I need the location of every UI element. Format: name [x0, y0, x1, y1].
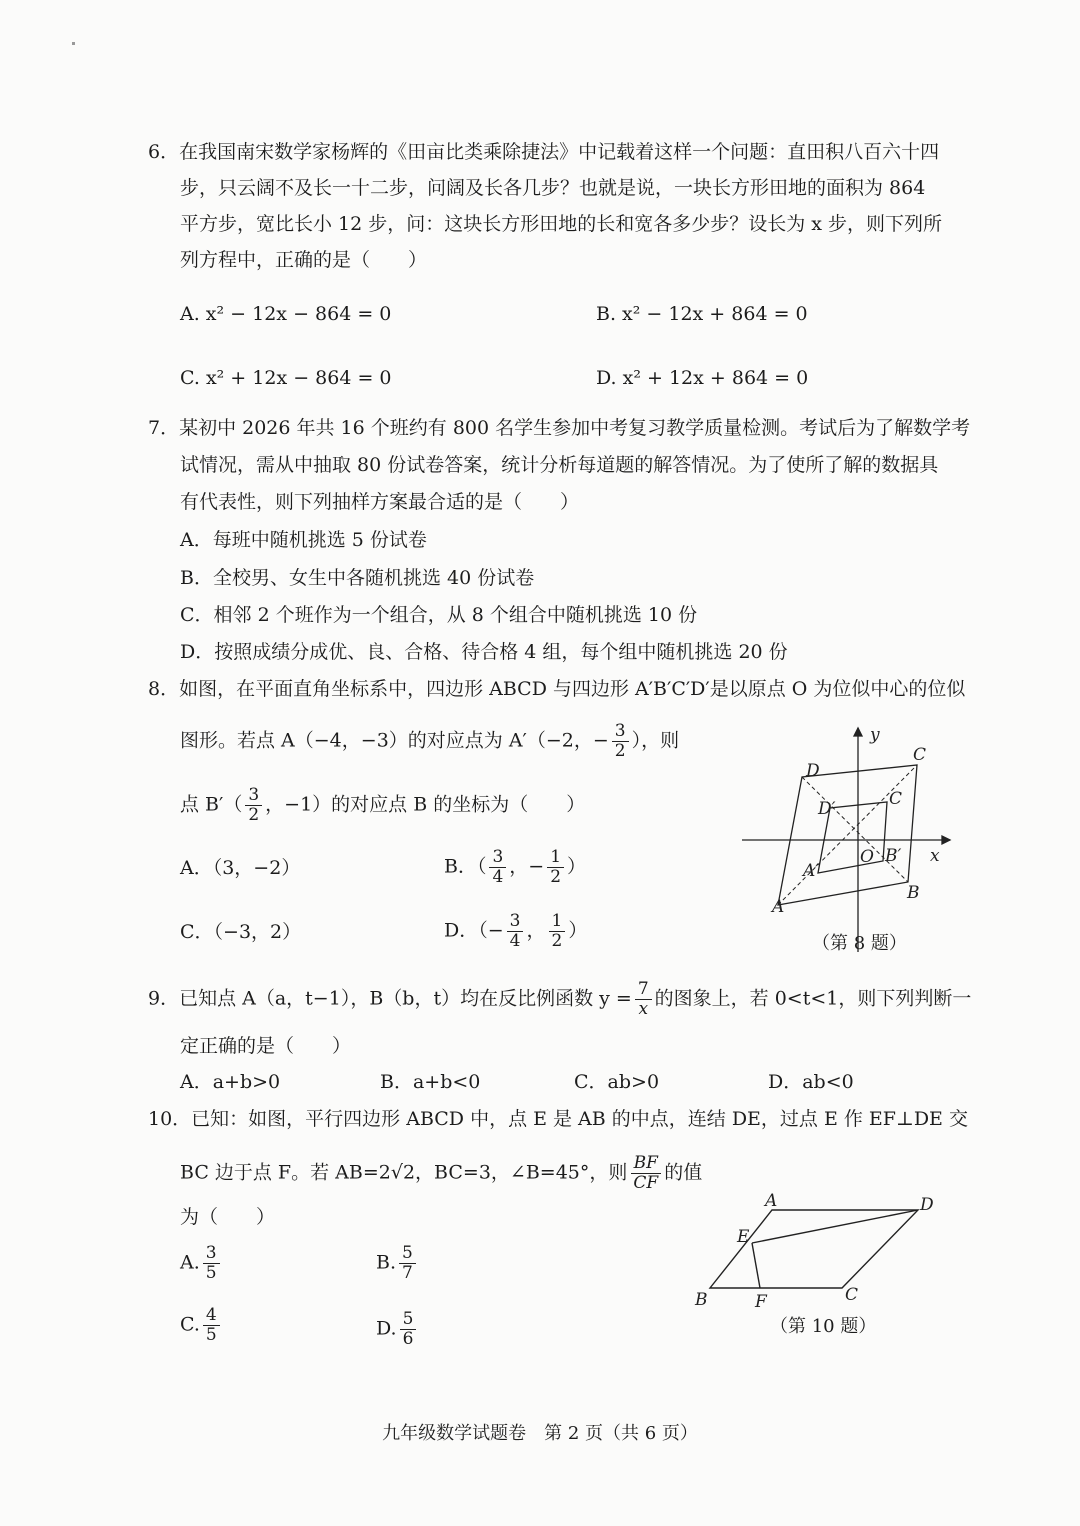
- q9-option-d: D．ab<0: [768, 1071, 854, 1093]
- q10-line-2: [180, 1154, 702, 1193]
- label-b-prime: B′: [885, 846, 902, 866]
- frac-denominator: x: [638, 999, 649, 1019]
- frac-numerator: 5: [399, 1244, 416, 1264]
- fraction: [507, 912, 524, 951]
- option-letter: B.: [376, 1251, 397, 1274]
- frac-denominator: 2: [550, 867, 562, 887]
- label-y: y: [870, 725, 880, 745]
- label-o: O: [860, 847, 874, 867]
- label-d-prime: D′: [818, 799, 836, 819]
- q8-line-2: [180, 722, 679, 761]
- label-a: A: [765, 1191, 778, 1211]
- q10-line-2-tail: 的值: [664, 1161, 703, 1184]
- q9-fraction-7-over-x: [635, 980, 652, 1019]
- frac-denominator: CF: [633, 1173, 659, 1193]
- q10-option-d: [376, 1310, 419, 1349]
- frac-denominator: 4: [509, 931, 521, 951]
- q10-line-3: 为（ ）: [180, 1206, 276, 1228]
- fraction: [549, 912, 566, 951]
- q7-line-1: 7．某初中 2026 年共 16 个班约有 800 名学生参加中考复习教学质量检测。考试后为了解数学考: [148, 417, 971, 439]
- frac-denominator: 5: [205, 1263, 217, 1283]
- frac-numerator: 7: [635, 980, 652, 1000]
- q8-option-d: [444, 912, 587, 951]
- label-c-prime: C: [889, 789, 903, 809]
- q9-line-1-tail: 的图象上，若 0<t<1，则下列判断一: [654, 987, 972, 1010]
- q10-option-a: [180, 1244, 223, 1283]
- option-letter: C.: [180, 1313, 200, 1336]
- q10-line-2-text: BC 边于点 F。若 AB=2√2，BC=3，∠B=45°，则: [180, 1161, 628, 1184]
- q9-option-a: A．a+b>0: [180, 1071, 281, 1093]
- fraction: [489, 848, 506, 887]
- q6-option-d: D. x² + 12x + 864 = 0: [596, 367, 809, 389]
- q8-fraction-3-2: [612, 722, 629, 761]
- label-e: E: [737, 1227, 750, 1247]
- option-letter: A.: [180, 1251, 200, 1274]
- frac-numerator: 4: [203, 1306, 220, 1326]
- frac-denominator: 7: [402, 1263, 413, 1283]
- q10-option-b: [376, 1244, 419, 1283]
- q6-line-2: 步，只云阔不及长一十二步，问阔及长各几步？也就是说，一块长方形田地的面积为 864: [180, 177, 926, 199]
- q6-line-1: 6．在我国南宋数学家杨辉的《田亩比类乘除捷法》中记载着这样一个问题：直田积八百六十四: [148, 141, 940, 163]
- label-c: C: [913, 745, 927, 765]
- q9-line-2: 定正确的是（ ）: [180, 1035, 352, 1057]
- fraction: [203, 1306, 220, 1345]
- frac-numerator: 3: [245, 786, 262, 806]
- frac-denominator: 2: [614, 741, 626, 761]
- frac-numerator: 3: [507, 912, 524, 932]
- q8-option-b: [444, 848, 586, 887]
- segment-ef: [752, 1243, 760, 1288]
- frac-numerator: 3: [489, 848, 506, 868]
- q6-option-a: A. x² − 12x − 864 = 0: [180, 303, 392, 325]
- frac-numerator: 1: [549, 912, 566, 932]
- q7-line-2: 试情况，需从中抽取 80 份试卷答案，统计分析每道题的解答情况。为了使所了解的数据具: [180, 454, 939, 476]
- frac-denominator: 2: [248, 805, 260, 825]
- q7-option-c: C．相邻 2 个班作为一个组合，从 8 个组合中随机挑选 10 份: [180, 604, 698, 626]
- text: B．（: [444, 855, 487, 878]
- text: ）: [568, 919, 588, 942]
- segment-de: [752, 1210, 918, 1243]
- q6-option-c: C. x² + 12x − 864 = 0: [180, 367, 392, 389]
- scan-speck: [72, 42, 75, 45]
- q6-line-4: 列方程中，正确的是（ ）: [180, 249, 428, 271]
- label-b: B: [907, 883, 920, 903]
- q6-option-b: B. x² − 12x + 864 = 0: [596, 303, 808, 325]
- q9-line-1: [148, 980, 971, 1019]
- label-d: D: [920, 1195, 934, 1215]
- q8-figure-caption: （第 8 题）: [812, 933, 907, 954]
- q8-fraction-b-prime-x: [245, 786, 262, 825]
- q9-option-c: C．ab>0: [574, 1071, 660, 1093]
- fraction: [399, 1244, 416, 1283]
- label-b: B: [695, 1290, 708, 1310]
- q8-option-a: A．（3，−2）: [180, 857, 301, 879]
- frac-denominator: 6: [402, 1329, 414, 1349]
- q8-line-3-text: 点 B′（: [180, 793, 243, 816]
- frac-numerator: 3: [612, 722, 629, 742]
- q8-line-3: [180, 786, 585, 825]
- frac-numerator: 1: [547, 848, 564, 868]
- q10-figure-caption: （第 10 题）: [770, 1316, 877, 1337]
- q7-option-d: D．按照成绩分成优、良、合格、待合格 4 组，每个组中随机挑选 20 份: [180, 641, 788, 663]
- option-letter: D.: [376, 1317, 397, 1340]
- text: ，−: [509, 855, 545, 878]
- q10-option-c: [180, 1306, 223, 1345]
- q9-option-b: B．a+b<0: [380, 1071, 481, 1093]
- q9-line-1-text: 9．已知点 A（a，t−1），B（b，t）均在反比例函数 y =: [148, 987, 632, 1010]
- q6-line-3: 平方步，宽比长小 12 步，问：这块长方形田地的长和宽各多少步？设长为 x 步，则下列所: [180, 213, 943, 235]
- q7-option-a: A．每班中随机挑选 5 份试卷: [180, 529, 427, 551]
- fraction: [203, 1244, 220, 1283]
- frac-numerator: 3: [203, 1244, 220, 1264]
- page-footer: 九年级数学试题卷 第 2 页（共 6 页）: [382, 1423, 698, 1444]
- frac-denominator: 4: [492, 867, 504, 887]
- q8-line-2-text: 图形。若点 A（−4，−3）的对应点为 A′（−2，−: [180, 729, 609, 752]
- text: ，: [526, 919, 546, 942]
- q7-line-3: 有代表性，则下列抽样方案最合适的是（ ）: [180, 491, 580, 513]
- q10-figure: [690, 1190, 950, 1320]
- q8-line-3-tail: ，−1）的对应点 B 的坐标为（ ）: [265, 793, 586, 816]
- fraction: [400, 1310, 417, 1349]
- parallelogram-abcd: [710, 1210, 918, 1288]
- x-axis-arrow: [942, 836, 950, 844]
- q8-diagram: [730, 720, 960, 960]
- fraction: [547, 848, 564, 887]
- q7-option-b: B．全校男、女生中各随机挑选 40 份试卷: [180, 567, 535, 589]
- label-a: A: [772, 897, 785, 917]
- q8-line-2-tail: ），则: [631, 729, 680, 752]
- frac-numerator: 5: [400, 1310, 417, 1330]
- label-a-prime: A′: [803, 861, 820, 881]
- text: ）: [567, 855, 587, 878]
- text: D．（−: [444, 919, 504, 942]
- y-axis-arrow: [854, 728, 862, 736]
- q8-option-c: C．（−3，2）: [180, 921, 302, 943]
- q10-fraction-bf-cf: [630, 1154, 661, 1193]
- frac-denominator: 5: [205, 1325, 217, 1345]
- q10-line-1: 10．已知：如图，平行四边形 ABCD 中，点 E 是 AB 的中点，连结 DE，过点 E 作 EF⊥DE 交: [148, 1108, 968, 1130]
- label-x: x: [930, 846, 940, 866]
- label-d: D: [806, 761, 820, 781]
- q8-line-1: 8．如图，在平面直角坐标系中，四边形 ABCD 与四边形 A′B′C′D′是以原点 O 为位似中心的位似: [148, 678, 966, 700]
- frac-numerator: BF: [631, 1154, 661, 1174]
- label-f: F: [755, 1292, 767, 1312]
- q10-diagram: [690, 1190, 950, 1320]
- label-c: C: [845, 1285, 859, 1305]
- frac-denominator: 2: [551, 931, 563, 951]
- q8-figure: [730, 720, 960, 960]
